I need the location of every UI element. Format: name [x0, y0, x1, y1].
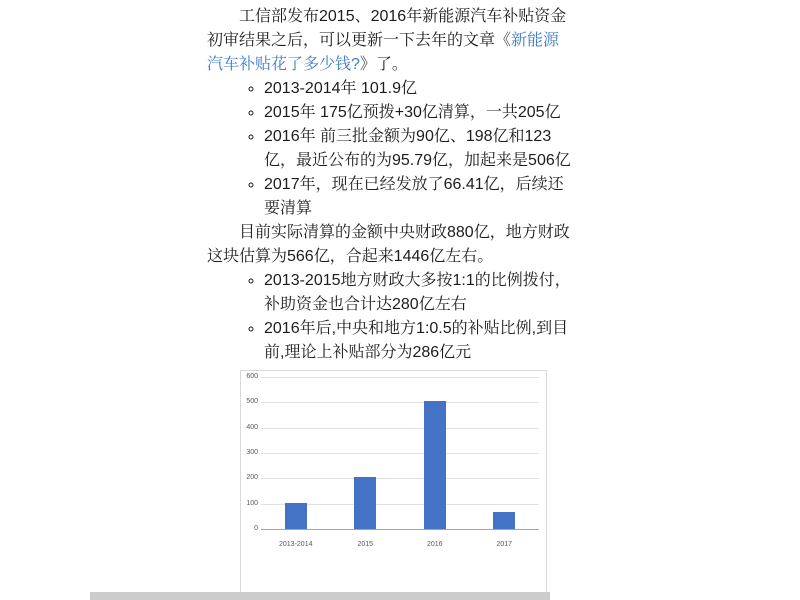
intro-text-after-link: 》了。	[359, 56, 408, 73]
article-link[interactable]: 新能源汽车补贴花了多少钱?	[207, 32, 560, 73]
chart-plot-area	[261, 377, 539, 548]
chart-y-axis	[241, 373, 258, 532]
subsidy-year-list	[207, 77, 573, 221]
chart-bar-2017	[493, 512, 515, 529]
x-tick-label: 2015	[357, 541, 374, 548]
subsidy-bar-chart	[240, 370, 547, 597]
x-tick-label: 2017	[496, 541, 513, 548]
chart-bar-2016	[424, 401, 446, 529]
list-item-2016: ◦ 2016年 前三批金额为90亿、198亿和123亿，最近公布的为95.79亿，加起来是506亿	[264, 125, 573, 173]
chart-gridline	[261, 377, 539, 378]
list-item-2013-2014: ◦ 2013-2014年 101.9亿	[264, 77, 573, 101]
chart-bar-2013-2014	[285, 503, 307, 529]
chart-gridline	[261, 453, 539, 454]
x-tick-label: 2016	[426, 541, 443, 548]
y-tick-label: 300	[246, 449, 258, 456]
list-item-2013-2015-ratio: ◦ 2013-2015地方财政大多按1:1的比例拨付，补助资金也合计达280亿左右	[264, 269, 573, 317]
y-tick-label: 100	[246, 499, 258, 507]
list-item-2017: ◦ 2017年，现在已经发放了66.41亿，后续还要清算	[264, 173, 573, 221]
chart-gridline	[261, 478, 539, 479]
y-tick-label: 200	[246, 474, 258, 482]
local-finance-list	[207, 269, 573, 365]
y-tick-label: 400	[246, 423, 258, 431]
chart-bar-2015	[354, 477, 376, 529]
bottom-partial-element	[90, 592, 550, 600]
x-tick-label: 2013-2014	[279, 541, 313, 548]
y-tick-label: 0	[254, 525, 258, 532]
list-item-2016-ratio: ◦ 2016年后,中央和地方1:0.5的补贴比例,到目前,理论上补贴部分为286亿元	[264, 317, 573, 365]
chart-gridline	[261, 402, 539, 403]
article-content	[207, 5, 573, 597]
y-tick-label: 600	[246, 373, 258, 380]
intro-text-before-link: 工信部发布2015、2016年新能源汽车补贴资金初审结果之后，可以更新一下去年的文章《	[207, 8, 567, 49]
chart-gridline	[261, 428, 539, 429]
summary-paragraph: 目前实际清算的金额中央财政880亿，地方财政这块估算为566亿，合起来1446亿左右。	[207, 224, 570, 265]
intro-paragraph	[207, 5, 573, 77]
y-tick-label: 500	[246, 398, 258, 406]
list-item-2015: ◦ 2015年 175亿预拨+30亿清算，一共205亿	[264, 101, 573, 125]
